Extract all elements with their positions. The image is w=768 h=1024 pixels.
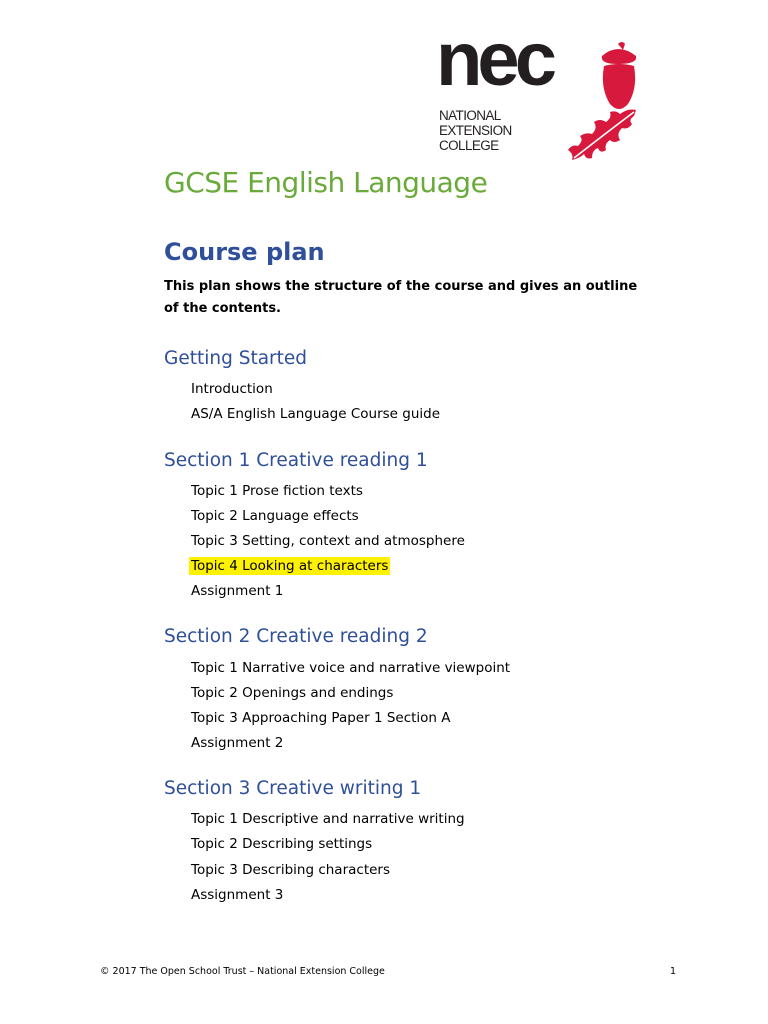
- list-item: AS/A English Language Course guide: [191, 406, 441, 422]
- section-heading-section-2: Section 2 Creative reading 2: [164, 626, 428, 647]
- logo-line-extension: EXTENSION: [439, 123, 512, 138]
- section-heading-getting-started: Getting Started: [164, 348, 308, 369]
- list-item: Assignment 2: [191, 735, 284, 751]
- list-item: Assignment 3: [191, 887, 284, 903]
- section-heading-section-3: Section 3 Creative writing 1: [164, 778, 422, 799]
- logo-line-national: NATIONAL: [439, 108, 501, 123]
- list-item: Assignment 1: [191, 583, 284, 599]
- nec-logo: [436, 17, 644, 162]
- list-item: Topic 1 Descriptive and narrative writing: [191, 811, 465, 827]
- logo-wordmark: nec: [436, 17, 552, 102]
- course-plan-heading: Course plan: [164, 238, 325, 266]
- list-item: Topic 3 Setting, context and atmosphere: [191, 533, 465, 549]
- list-item-highlighted: Topic 4 Looking at characters: [191, 558, 389, 574]
- course-plan-intro: This plan shows the structure of the course and gives an outline of the contents.: [164, 279, 638, 316]
- acorn-oak-leaf-icon: [530, 40, 644, 162]
- document-title: GCSE English Language: [164, 166, 488, 199]
- logo-line-college: COLLEGE: [439, 138, 499, 153]
- list-item: Topic 3 Approaching Paper 1 Section A: [191, 710, 451, 726]
- list-item: Introduction: [191, 381, 273, 397]
- list-item: Topic 1 Prose fiction texts: [191, 483, 363, 499]
- list-item: Topic 2 Language effects: [191, 508, 359, 524]
- footer-page-number: 1: [670, 966, 677, 977]
- list-item: Topic 3 Describing characters: [191, 862, 390, 878]
- list-item: Topic 2 Openings and endings: [191, 685, 394, 701]
- section-heading-section-1: Section 1 Creative reading 1: [164, 450, 428, 471]
- list-item: Topic 1 Narrative voice and narrative viewpoint: [191, 660, 511, 676]
- footer-copyright: © 2017 The Open School Trust – National Extension College: [100, 966, 385, 977]
- list-item: Topic 2 Describing settings: [191, 836, 373, 852]
